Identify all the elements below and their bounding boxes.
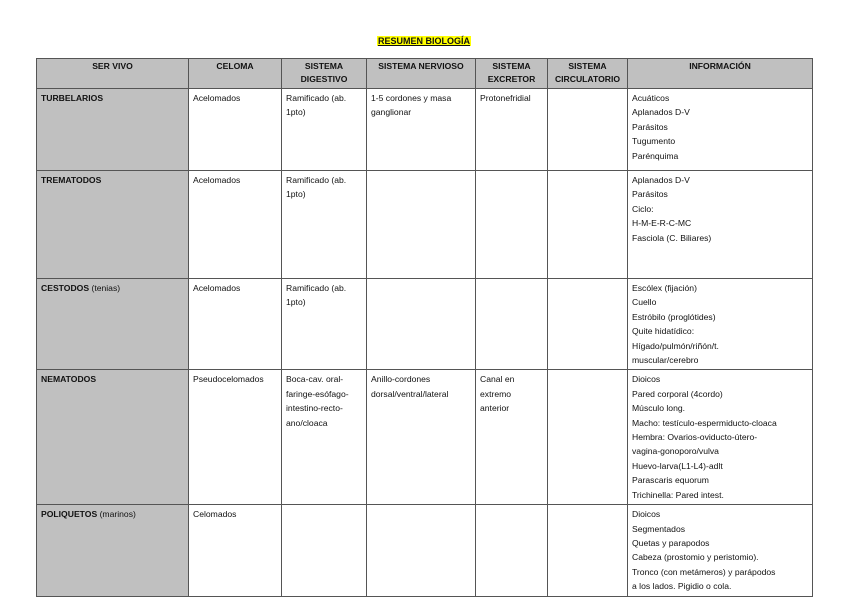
excretor-line: anterior <box>480 403 510 414</box>
excretor-cell <box>476 279 548 370</box>
info-cell <box>628 370 813 505</box>
info-line: Tronco (con metámeros) y parápodos <box>632 566 776 577</box>
excretor-cell <box>476 171 548 279</box>
celoma-cell <box>189 89 282 171</box>
table-row <box>37 171 813 279</box>
header-row <box>37 59 813 89</box>
celoma-cell <box>189 171 282 279</box>
header-sistema-nervioso: SISTEMA NERVIOSO <box>367 59 476 89</box>
organism-name: NEMATODOS <box>41 374 97 385</box>
header-celoma: CELOMA <box>189 59 282 89</box>
info-line: Parásitos <box>632 121 668 132</box>
digestivo-cell <box>282 370 367 505</box>
info-line: Pared corporal (4cordo) <box>632 388 723 399</box>
organism-note: (marinos) <box>97 509 136 520</box>
digestivo-line: faringe-esófago- <box>286 388 349 399</box>
nervioso-line: ganglionar <box>371 107 412 118</box>
info-line: vagina-gonoporo/vulva <box>632 446 719 457</box>
header-sistema-circulatorio: SISTEMA CIRCULATORIO <box>548 59 628 89</box>
table-row <box>37 505 813 596</box>
info-line: Macho: testículo-espermiducto-cloaca <box>632 417 777 428</box>
info-line: Escólex (fijación) <box>632 283 697 293</box>
digestivo-cell <box>282 89 367 171</box>
info-line: Dioicos <box>632 509 661 520</box>
info-line: Segmentados <box>632 523 686 534</box>
info-line: Dioicos <box>632 374 661 385</box>
organism-note: (tenias) <box>89 283 121 293</box>
info-cell <box>628 89 813 171</box>
nervioso-line: dorsal/ventral/lateral <box>371 388 449 399</box>
circulatorio-cell <box>548 370 628 505</box>
document-title: RESUMEN BIOLOGÍA <box>377 36 470 46</box>
digestivo-line: 1pto) <box>286 107 306 118</box>
digestivo-cell <box>282 279 367 370</box>
circulatorio-cell <box>548 89 628 171</box>
info-line: Quetas y parapodos <box>632 537 710 548</box>
header-ser-vivo: SER VIVO <box>37 59 189 89</box>
digestivo-line: 1pto) <box>286 297 306 308</box>
info-cell <box>628 505 813 596</box>
info-line: a los lados. Pigidio o cola. <box>632 581 732 592</box>
nervioso-cell <box>367 370 476 505</box>
ser-vivo-cell <box>37 171 189 279</box>
ser-vivo-cell <box>37 279 189 370</box>
info-cell <box>628 279 813 370</box>
digestivo-line: Ramificado (ab. <box>286 175 347 185</box>
header-sistema-digestivo: SISTEMA DIGESTIVO <box>282 59 367 89</box>
excretor-line: Protonefridial <box>480 93 531 103</box>
info-line: Hígado/pulmón/riñón/t. <box>632 340 719 351</box>
summary-table <box>36 58 813 597</box>
organism-name: POLIQUETOS <box>41 509 98 520</box>
celoma-line: Acelomados <box>193 93 241 103</box>
ser-vivo-cell <box>37 370 189 505</box>
table-row <box>37 370 813 505</box>
info-line: Hembra: Ovarios-oviducto-útero- <box>632 432 758 443</box>
nervioso-line: Anillo-cordones <box>371 374 431 385</box>
digestivo-cell <box>282 171 367 279</box>
info-line: muscular/cerebro <box>632 355 699 366</box>
info-line: H-M-E-R-C-MC <box>632 218 692 229</box>
celoma-cell <box>189 370 282 505</box>
info-line: Acuáticos <box>632 93 670 103</box>
info-line: Tugumento <box>632 136 676 147</box>
info-line: Ciclo: <box>632 203 654 214</box>
organism-name: TURBELARIOS <box>41 93 104 103</box>
digestivo-line: ano/cloaca <box>286 417 328 428</box>
excretor-cell <box>476 370 548 505</box>
info-line: Huevo-larva(L1-L4)-adlt <box>632 460 723 471</box>
excretor-cell <box>476 89 548 171</box>
info-line: Quite hidatídico: <box>632 326 695 337</box>
digestivo-cell <box>282 505 367 596</box>
info-line: Trichinella: Pared intest. <box>632 489 724 500</box>
header-sistema-excretor: SISTEMA EXCRETOR <box>476 59 548 89</box>
celoma-line: Celomados <box>193 509 237 520</box>
info-line: Parásitos <box>632 189 668 200</box>
header-informacion: INFORMACIÓN <box>628 59 813 89</box>
celoma-cell <box>189 279 282 370</box>
ser-vivo-cell <box>37 505 189 596</box>
celoma-cell <box>189 505 282 596</box>
nervioso-cell <box>367 171 476 279</box>
info-line: Parénquima <box>632 150 679 161</box>
info-line: Parascaris equorum <box>632 475 709 486</box>
nervioso-cell <box>367 89 476 171</box>
info-line: Cuello <box>632 297 657 308</box>
digestivo-line: intestino-recto- <box>286 403 343 414</box>
circulatorio-cell <box>548 171 628 279</box>
celoma-line: Pseudocelomados <box>193 374 264 385</box>
info-line: Aplanados D-V <box>632 107 690 118</box>
info-cell <box>628 171 813 279</box>
circulatorio-cell <box>548 505 628 596</box>
digestivo-line: Ramificado (ab. <box>286 283 347 293</box>
circulatorio-cell <box>548 279 628 370</box>
ser-vivo-cell <box>37 89 189 171</box>
excretor-cell <box>476 505 548 596</box>
info-line: Cabeza (prostomio y peristomio). <box>632 552 759 563</box>
excretor-line: extremo <box>480 388 512 399</box>
organism-name: CESTODOS <box>41 283 90 293</box>
celoma-line: Acelomados <box>193 283 241 293</box>
excretor-line: Canal en <box>480 374 515 385</box>
digestivo-line: Boca-cav. oral- <box>286 374 344 385</box>
digestivo-line: 1pto) <box>286 189 306 200</box>
celoma-line: Acelomados <box>193 175 241 185</box>
nervioso-line: 1-5 cordones y masa <box>371 93 452 103</box>
digestivo-line: Ramificado (ab. <box>286 93 347 103</box>
organism-name: TREMATODOS <box>41 175 102 185</box>
info-line: Músculo long. <box>632 403 686 414</box>
table-row <box>37 89 813 171</box>
nervioso-cell <box>367 279 476 370</box>
info-line: Aplanados D-V <box>632 175 690 185</box>
table-row <box>37 279 813 370</box>
nervioso-cell <box>367 505 476 596</box>
info-line: Estróbilo (proglótides) <box>632 311 716 322</box>
info-line: Fasciola (C. Biliares) <box>632 232 712 243</box>
